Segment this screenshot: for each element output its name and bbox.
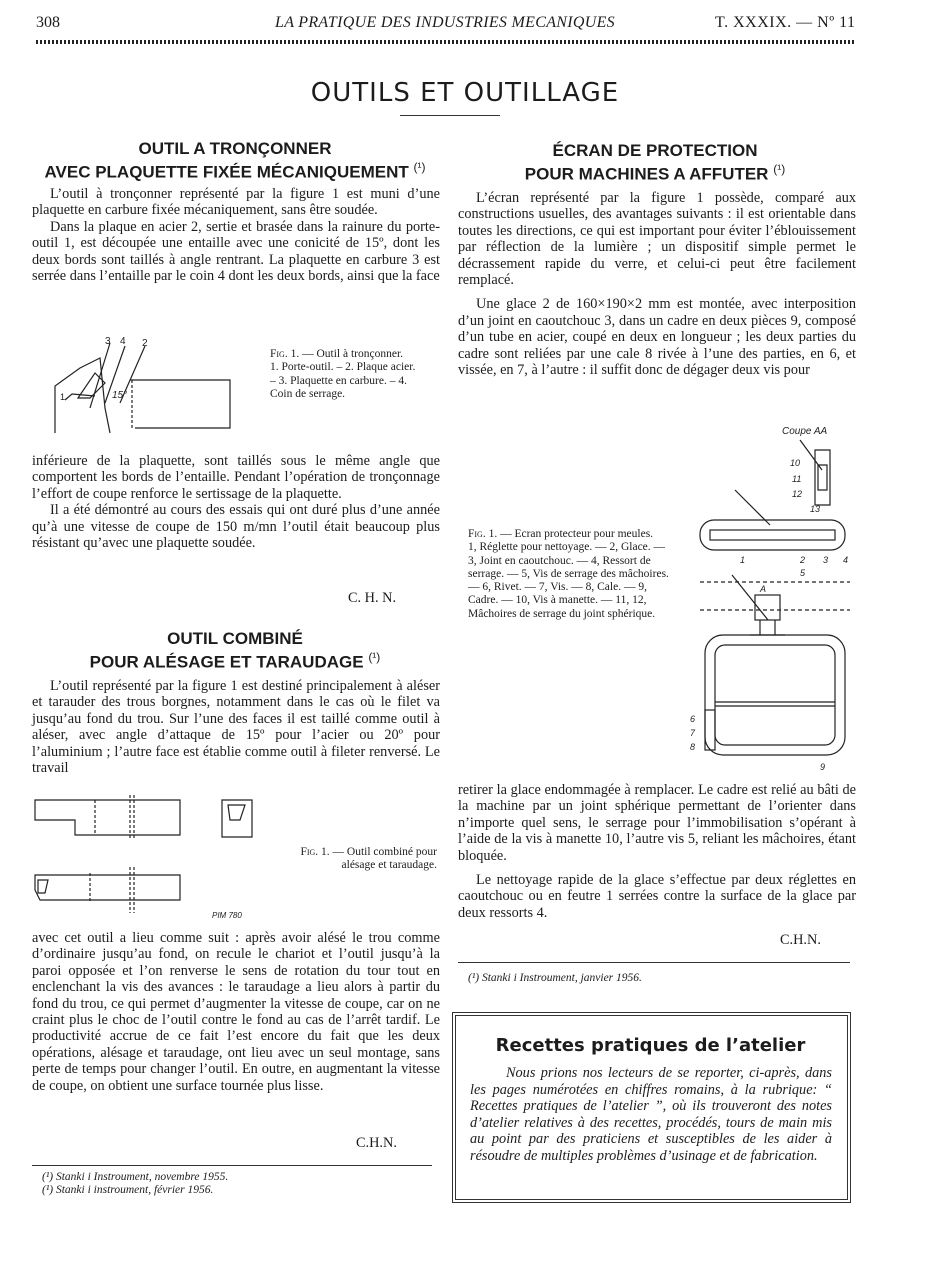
section-title-rule bbox=[400, 115, 500, 116]
frame-dashed-lines bbox=[700, 582, 850, 610]
article1-title-line2: AVEC PLAQUETTE FIXÉE MÉCANIQUEMENT bbox=[44, 162, 409, 182]
article3-footnote: (¹) Stanki i Instroument, janvier 1956. bbox=[468, 972, 642, 984]
article1-title-note: (¹) bbox=[413, 160, 426, 174]
article2-fig-caption-title: Outil combiné pour alésage et taraudage. bbox=[341, 846, 437, 872]
article1-para2: Dans la plaque en acier 2, sertie et brasée dans la rainure du porte-outil 1, est découpée une entaille avec une conicité de 15º, dont les deux bords sont taillés à angle rentrant. La plaquette en carbure 3 est serrée dans l’entaille par le coin 4 dont les deux bords, ainsi que la face bbox=[32, 218, 440, 285]
article1-body-top bbox=[32, 186, 440, 284]
fig1-label-4: 4 bbox=[120, 336, 126, 347]
section-title: OUTILS ET OUTILLAGE bbox=[310, 78, 620, 108]
tool-bottom-tip bbox=[38, 880, 48, 893]
article2-body-top bbox=[32, 678, 440, 776]
cleaning-strip bbox=[715, 702, 835, 706]
tool-top-view bbox=[35, 800, 180, 835]
fig3-label-8: 8 bbox=[690, 742, 696, 752]
footnote-rule-left bbox=[32, 1165, 432, 1166]
boring-tool-figure bbox=[30, 795, 260, 925]
fig3-label-7: 7 bbox=[690, 728, 696, 738]
footnotes-left bbox=[42, 1171, 432, 1197]
article3-para1: L’écran représenté par la figure 1 possède, comparé aux constructions usuelles, des avantages suivants : il est orientable dans toutes les directions, ce qui est important pour éviter l’éblouissement par réflection de la lumière ; un dispositif simple permet le décrassement rapide du verre, et celui-ci peut être facilement remplacé. bbox=[458, 190, 856, 289]
figure-workpiece bbox=[130, 380, 230, 428]
recettes-box-body bbox=[470, 1065, 832, 1165]
footnote-left-1: (¹) Stanki i Instroument, novembre 1955. bbox=[42, 1171, 229, 1183]
fig3-label-11: 11 bbox=[792, 474, 802, 484]
article1-title bbox=[30, 140, 440, 182]
article1-fig-caption bbox=[270, 348, 420, 401]
figure-insert bbox=[78, 373, 105, 398]
frame-section-glass bbox=[710, 530, 835, 540]
article3-title-line2: POUR MACHINES A AFFUTER bbox=[524, 164, 769, 184]
article2-fig-caption bbox=[277, 846, 437, 873]
article3-title-note: (¹) bbox=[773, 162, 786, 176]
article1-body-bottom bbox=[32, 453, 440, 551]
article3-title-line1: ÉCRAN DE PROTECTION bbox=[552, 141, 758, 160]
article2-signature: C.H.N. bbox=[356, 1135, 397, 1151]
fig3-label-A: A bbox=[760, 584, 767, 594]
footnote-rule-right bbox=[458, 962, 850, 963]
frame-front-view bbox=[705, 635, 845, 755]
frame-front-glass bbox=[715, 645, 835, 745]
article1-para3: inférieure de la plaquette, sont taillés sous le même angle que comportent les bords de l’entaille. Pendant l’opération de tronçonnage l’effort de coupe renforce le sertissage de la plaquette. bbox=[32, 453, 440, 502]
article1-fig-caption-title: Outil à tronçonner. bbox=[316, 348, 404, 360]
article2-title-line1: OUTIL COMBINÉ bbox=[167, 629, 303, 648]
frame-section-view bbox=[700, 520, 845, 550]
fig3-label-4: 4 bbox=[843, 555, 849, 565]
article1-para1: L’outil à tronçonner représenté par la figure 1 est muni d’une plaquette en carbure fixée mécaniquement, sans être soudée. bbox=[32, 186, 440, 219]
fig3-coupe-label: Coupe AA bbox=[782, 426, 828, 437]
fig-ref-label: PIM 780 bbox=[212, 911, 242, 920]
volume-issue: T. XXXIX. — Nº 11 bbox=[715, 14, 856, 31]
tool-bottom-centerlines bbox=[90, 867, 134, 913]
article1-signature: C. H. N. bbox=[348, 590, 397, 606]
article3-fig-caption-legend: 1, Réglette pour nettoyage. — 2, Glace. — 3, Joint en caoutchouc. — 4, Ressort de serrage. — 5, Vis de serrage des mâchoires. — 6, Rivet. — 7, Vis. — 8, Cale. — 9, Cadre. — 10, Vis à manette. — 11, 12, Mâchoires de serrage du joint sphérique. bbox=[468, 541, 669, 620]
article2-body-bottom bbox=[32, 930, 440, 1094]
article2-title-line2-wrap bbox=[30, 648, 440, 672]
article3-title-line2-wrap bbox=[455, 160, 855, 184]
fig3-label-9: 9 bbox=[820, 762, 826, 772]
fig3-label-10: 10 bbox=[790, 458, 801, 468]
article3-para3: retirer la glace endommagée à remplacer. Le cadre est relié au bâti de la machine par un joint sphérique permettant de l’orienter dans n’importe quel sens, le serrage pour l’immobilisation s’opérant à l’aide de la vis à manette 10, l’autre vis 5, reliant les mâchoires, étant bloquée. bbox=[458, 782, 856, 864]
article1-title-line1: OUTIL A TRONÇONNER bbox=[138, 139, 332, 158]
article2-fig-caption-head: Fig. 1. — bbox=[300, 846, 345, 858]
article2-title-line2: POUR ALÉSAGE ET TARAUDAGE bbox=[89, 652, 364, 672]
article1-title-line2-wrap bbox=[30, 158, 440, 182]
article3-body-bottom bbox=[458, 782, 856, 921]
page-number: 308 bbox=[36, 14, 60, 31]
recettes-box-title: Recettes pratiques de l’atelier bbox=[495, 1035, 806, 1056]
article1-para4: Il a été démontré au cours des essais qui ont duré plus d’une année qu’à une vitesse de coupe de 150 m/mn l’outil était beaucoup plus résistant qu’avec une plaquette soudée. bbox=[32, 502, 440, 552]
fig3-label-12: 12 bbox=[792, 489, 803, 499]
fig1-label-3: 3 bbox=[105, 336, 111, 347]
cutoff-tool-figure bbox=[50, 338, 250, 443]
article2-para1: L’outil représenté par la figure 1 est destiné principalement à aléser et tarauder des trous borgnes, notamment dans le cas où le filet va jusqu’au fond du trou. Sur l’une des faces il est taillé comme outil à aléser, avec angle d’attaque de 15º pour l’acier ou 20º pour l’aluminium ; l’autre face est établie comme outil à fileter renversé. Le travail bbox=[32, 678, 440, 777]
section-aa-handle bbox=[800, 440, 822, 470]
fig3-label-13: 13 bbox=[810, 504, 821, 514]
recettes-box-text: Nous prions nos lecteurs de se reporter, ci-après, dans les pages numérotées en chiffres romains, à la rubrique: “ Recettes pratiques de l’atelier ”, où ils trouveront des notes d’atelier relatives à des recettes, procédés, tours de main mis au point par des praticiens et susceptibles de les aider à résoudre de multiples problèmes d’usinage et de fabrication. bbox=[470, 1065, 832, 1164]
fig1-angle-label: 15° bbox=[112, 390, 128, 401]
fig1-label-2: 2 bbox=[142, 338, 148, 349]
tool-end-view bbox=[222, 800, 252, 837]
article1-fig-caption-head: Fig. 1. — bbox=[270, 348, 314, 360]
fig3-label-2: 2 bbox=[800, 555, 806, 565]
article3-fig-caption-head: Fig. 1. — bbox=[468, 528, 512, 540]
tool-top-centerlines bbox=[95, 795, 134, 840]
article3-signature: C.H.N. bbox=[780, 932, 821, 948]
fig3-label-6: 6 bbox=[690, 714, 696, 724]
fig3-label-1: 1 bbox=[740, 555, 746, 565]
fig3-label-5: 5 bbox=[800, 568, 806, 578]
fig3-label-3: 3 bbox=[823, 555, 829, 565]
article3-para4: Le nettoyage rapide de la glace s’effectue par deux réglettes en caoutchouc ou en feutre 1 serrées contre la surface de la glace par deux ressorts 4. bbox=[458, 872, 856, 921]
fig1-label-1: 1 bbox=[60, 392, 66, 402]
article3-body-top bbox=[458, 190, 856, 378]
frame-joint-stem bbox=[750, 620, 785, 635]
journal-title: LA PRATIQUE DES INDUSTRIES MECANIQUES bbox=[275, 14, 615, 31]
article1-fig-caption-legend: 1. Porte-outil. – 2. Plaque acier. – 3. Plaquette en carbure. – 4. Coin de serrage. bbox=[270, 361, 416, 400]
article3-fig-caption bbox=[468, 528, 673, 621]
protective-screen-figure bbox=[690, 420, 860, 775]
article2-para2: avec cet outil a lieu comme suit : après avoir alésé le trou comme d’ordinaire jusqu’au fond, on recule le chariot et l’outil jusqu’à la paroi opposée et l’on renverse le sens de rotation du tour tout en enclenchant la vis des avances : le taraudage a lieu alors à partir du fond du trou, ce qui permet d’augmenter la vitesse de coupe, car on ne craint plus le choc de l’outil contre le fond au cas de l’arrêt tardif. Le productivité accrue de ce fait l’est encore du fait que les deux opérations, alésage et taraudage, ont lieu avec un seul montage, sans perte de temps pour changer l’outil. En outre, en augmentant la vitesse de coupe, on obtient une surface tournée plus lisse. bbox=[32, 930, 440, 1094]
section-aa-body bbox=[815, 450, 830, 505]
article3-fig-caption-title: Ecran protecteur pour meules. bbox=[514, 528, 654, 540]
tool-bottom-view bbox=[35, 875, 180, 900]
article2-title-note: (¹) bbox=[368, 650, 381, 664]
article3-para2: Une glace 2 de 160×190×2 mm est montée, avec interposition d’un joint en caoutchouc 3, dans un cadre en deux pièces 9, composé d’un tube en acier, coupé en deux en longueur ; les deux parties du cadre sont reliées par une cale 8 rivée à l’une des parties, en 6, et vissée, en 7, à l’autre : il suffit donc de dégager deux vis pour bbox=[458, 296, 856, 379]
footnote-left-2: (¹) Stanki i instroument, février 1956. bbox=[42, 1184, 214, 1196]
header-dotted-rule bbox=[36, 40, 856, 44]
article3-title bbox=[455, 142, 855, 184]
article2-title bbox=[30, 630, 440, 672]
